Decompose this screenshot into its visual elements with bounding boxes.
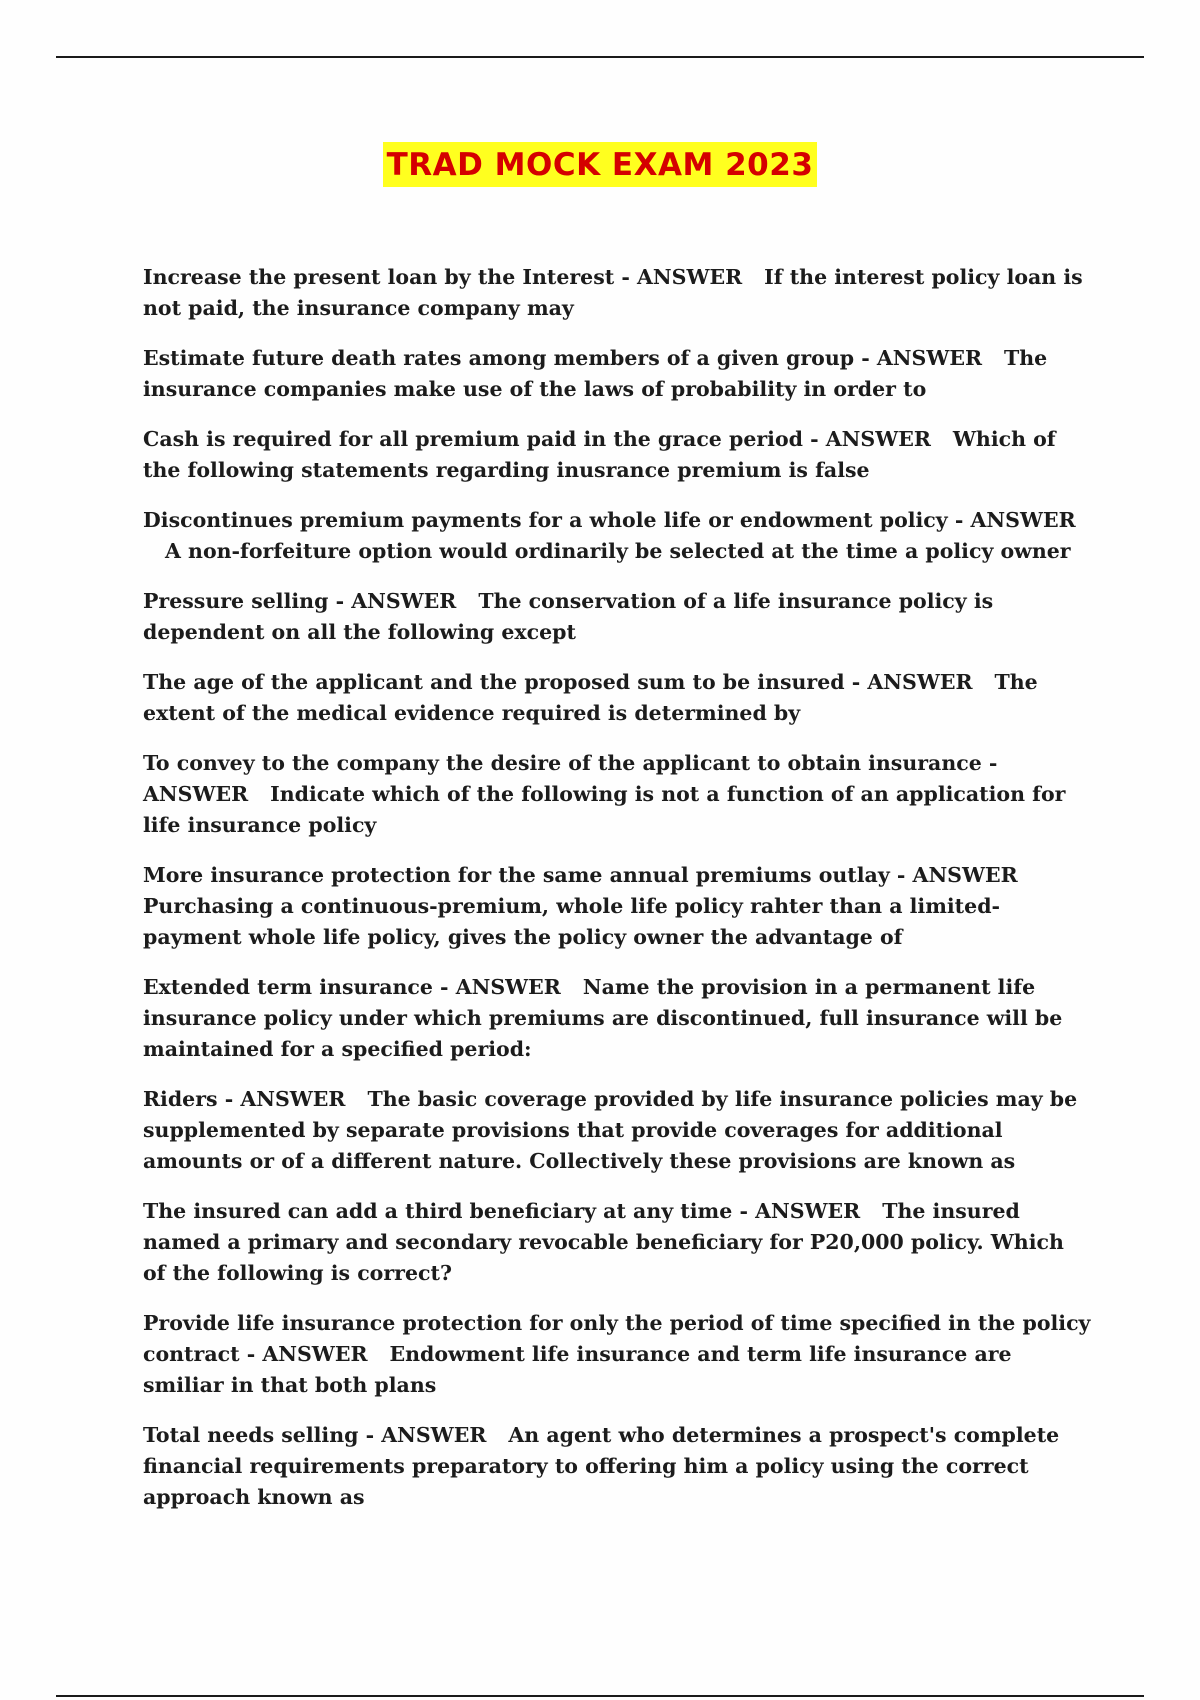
answer-text: The insured can add a third beneficiary at any time <box>143 1199 733 1223</box>
answer-text: Extended term insurance <box>143 975 433 999</box>
page-title: TRAD MOCK EXAM 2023 <box>383 142 818 187</box>
qa-item <box>143 343 1093 405</box>
qa-item <box>143 1420 1093 1513</box>
answer-separator: - ANSWER <box>365 1423 487 1447</box>
question-text: The basic coverage provided by life insurance policies may be supplemented by separate provisions that provide coverages for additional amounts or of a different nature. Collectively these provisions are known as <box>143 1087 1078 1173</box>
answer-text: Pressure selling <box>143 589 329 613</box>
question-text: An agent who determines a prospect's complete financial requirements preparatory to offering him a policy using the correct approach known as <box>143 1423 1060 1509</box>
answer-text: Discontinues premium payments for a whole life or endowment policy <box>143 508 948 532</box>
answer-text: The age of the applicant and the proposed sum to be insured <box>143 670 845 694</box>
question-text: The conservation of a life insurance policy is dependent on all the following except <box>143 589 994 644</box>
qa-item <box>143 667 1093 729</box>
question-text: The extent of the medical evidence required is determined by <box>143 670 1038 725</box>
qa-item <box>143 1308 1093 1401</box>
answer-separator: - ANSWER <box>739 1199 861 1223</box>
answer-separator: - ANSWER <box>224 1087 346 1111</box>
bottom-rule <box>56 1695 1144 1697</box>
top-rule <box>56 56 1144 58</box>
question-text: Endowment life insurance and term life insurance are smiliar in that both plans <box>143 1342 1012 1397</box>
answer-text: Provide life insurance protection for only the period of time specified in the policy contract <box>143 1311 1091 1366</box>
question-text: Name the provision in a permanent life insurance policy under which premiums are discontinued, full insurance will be maintained for a specified period: <box>143 975 1063 1061</box>
qa-item <box>143 860 1093 953</box>
answer-separator: - ANSWER <box>440 975 561 999</box>
qa-item <box>143 972 1093 1065</box>
qa-item <box>143 262 1093 324</box>
question-text: The insurance companies make use of the laws of probability in order to <box>143 346 1048 401</box>
answer-text: Cash is required for all premium paid in the grace period <box>143 427 803 451</box>
answer-separator: - ANSWER <box>861 346 983 370</box>
answer-separator: - ANSWER <box>143 751 998 806</box>
answer-text: Total needs selling <box>143 1423 359 1447</box>
question-text: If the interest policy loan is not paid, the insurance company may <box>143 265 1083 320</box>
answer-text: Increase the present loan by the Interest <box>143 265 615 289</box>
answer-separator: - ANSWER <box>335 589 457 613</box>
answer-text: Estimate future death rates among members of a given group <box>143 346 855 370</box>
answer-text: More insurance protection for the same annual premiums outlay <box>143 863 890 887</box>
title-container <box>0 142 1200 187</box>
answer-separator: - ANSWER <box>621 265 743 289</box>
qa-item <box>143 586 1093 648</box>
answer-text: To convey to the company the desire of the applicant to obtain insurance <box>143 751 982 775</box>
qa-list <box>143 262 1093 1532</box>
qa-item <box>143 748 1093 841</box>
answer-text: Riders <box>143 1087 218 1111</box>
answer-separator: - ANSWER <box>810 427 931 451</box>
answer-separator: - ANSWER <box>246 1342 368 1366</box>
qa-item <box>143 1084 1093 1177</box>
qa-item <box>143 1196 1093 1289</box>
question-text: Indicate which of the following is not a function of an application for life insurance policy <box>143 782 1066 837</box>
question-text: The insured named a primary and secondary revocable beneficiary for P20,000 policy. Which of the following is correct? <box>143 1199 1064 1285</box>
question-text: Which of the following statements regarding inusrance premium is false <box>143 427 1056 482</box>
question-text: A non-forfeiture option would ordinarily be selected at the time a policy owner <box>165 539 1071 563</box>
qa-item <box>143 505 1093 567</box>
question-text: Purchasing a continuous-premium, whole life policy rahter than a limited-payment whole life policy, gives the policy owner the advantage of <box>143 894 1001 949</box>
answer-separator: - ANSWER <box>851 670 973 694</box>
qa-item <box>143 424 1093 486</box>
answer-separator: - ANSWER <box>954 508 1076 532</box>
answer-separator: - ANSWER <box>896 863 1018 887</box>
